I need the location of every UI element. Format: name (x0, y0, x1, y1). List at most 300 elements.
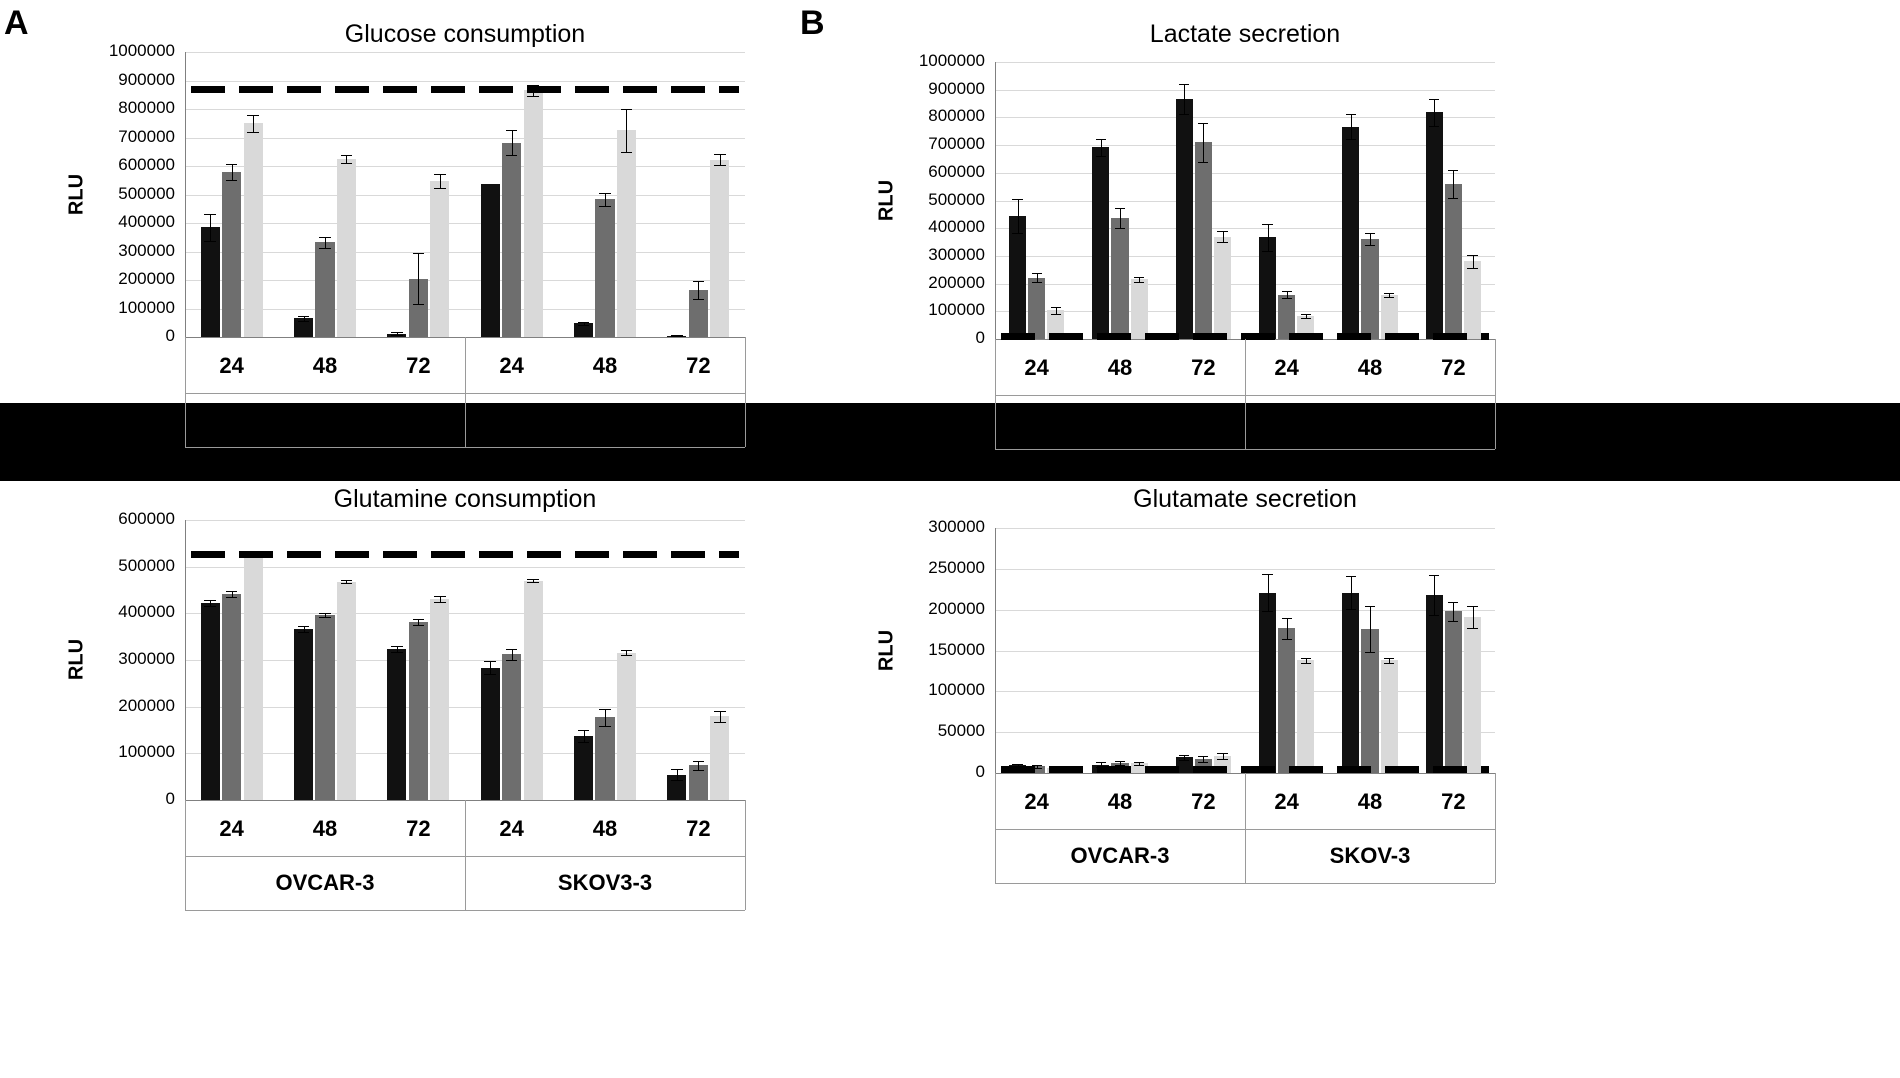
x-tick-label: 72 (406, 816, 431, 841)
error-cap-top (226, 591, 237, 592)
error-cap-top (1282, 291, 1292, 292)
error-cap-bottom (1467, 268, 1477, 269)
bar-glucose-g3-s0 (481, 184, 500, 337)
gridline (185, 195, 745, 196)
reference-dash-segment (719, 551, 739, 558)
reference-dash-segment (383, 86, 417, 93)
error-cap-bottom (413, 304, 424, 305)
error-cap-bottom (319, 617, 330, 618)
gridline (185, 660, 745, 661)
gridline (995, 610, 1495, 611)
x-tick-label: 24 (1024, 355, 1049, 380)
error-cap-bottom (599, 206, 610, 207)
bar-glutamine-g4-s0 (574, 736, 593, 800)
error-cap-bottom (1467, 628, 1477, 629)
error-cap-top (1179, 755, 1189, 756)
error-cap-top (1429, 99, 1439, 100)
reference-dash-segment (479, 86, 513, 93)
bar-lactate-g1-s1 (1111, 218, 1128, 339)
error-cap-top (1115, 761, 1125, 762)
bar-glutamine-g3-s0 (481, 668, 500, 800)
bar-glutamine-g2-s1 (409, 622, 428, 800)
bar-glutamine-g0-s1 (222, 594, 241, 800)
x-box-right (745, 800, 746, 910)
y-tick-label: 700000 (928, 134, 985, 154)
bar-lactate-g5-s0 (1426, 112, 1443, 339)
gridline (185, 138, 745, 139)
error-bar (677, 769, 678, 780)
error-bar (1351, 114, 1352, 139)
x-box-right (1495, 773, 1496, 883)
y-axis-label-glutamine: RLU (65, 638, 88, 681)
error-bar (605, 193, 606, 206)
error-cap-bottom (1198, 762, 1208, 763)
reference-dash-segment (1289, 333, 1323, 340)
bar-glutamate-g5-s0 (1426, 595, 1443, 773)
error-cap-top (1198, 756, 1208, 757)
bar-glutamine-g0-s2 (244, 554, 263, 800)
error-cap-bottom (527, 96, 538, 97)
x-tick-label: 24 (499, 816, 524, 841)
error-cap-bottom (1179, 760, 1189, 761)
gridline (185, 567, 745, 568)
error-bar (1287, 618, 1288, 639)
reference-dash-segment (527, 551, 561, 558)
bar-lactate-g2-s2 (1214, 237, 1231, 339)
bar-glucose-g3-s2 (524, 90, 543, 337)
reference-dash-segment (1337, 333, 1371, 340)
error-cap-bottom (578, 742, 589, 743)
reference-dash-segment (575, 551, 609, 558)
error-cap-top (1384, 658, 1394, 659)
chart-title-glutamine: Glutamine consumption (333, 485, 597, 513)
error-cap-bottom (341, 583, 352, 584)
y-tick-label: 250000 (928, 557, 985, 577)
error-bar (1370, 606, 1371, 652)
error-cap-top (413, 619, 424, 620)
x-tick-label: 72 (406, 353, 431, 378)
error-cap-top (578, 322, 589, 323)
bar-lactate-g4-s0 (1342, 127, 1359, 339)
gridline (995, 228, 1495, 229)
y-tick-label: 600000 (928, 161, 985, 181)
x-tick-label: 24 (219, 816, 244, 841)
y-tick-label: 600000 (118, 155, 175, 174)
error-cap-top (413, 253, 424, 254)
group-label-cell-line: SKOV3-3 (557, 870, 653, 895)
y-tick-label: 0 (165, 326, 175, 345)
error-cap-bottom (1134, 282, 1144, 283)
y-tick-label: 400000 (928, 217, 985, 237)
error-bar (512, 130, 513, 156)
group-label-cell-line: OVCAR-3 (275, 407, 375, 432)
y-tick-label: 100000 (928, 680, 985, 700)
gridline (185, 52, 745, 53)
bar-lactate-g2-s1 (1195, 142, 1212, 339)
error-cap-top (527, 579, 538, 580)
error-cap-bottom (391, 652, 402, 653)
error-bar (210, 214, 211, 241)
error-cap-bottom (714, 722, 725, 723)
gridline (995, 90, 1495, 91)
reference-dash-segment (671, 551, 705, 558)
error-cap-bottom (599, 726, 610, 727)
error-cap-bottom (226, 180, 237, 181)
error-cap-top (506, 649, 517, 650)
gridline (995, 256, 1495, 257)
x-tick-label: 24 (499, 353, 524, 378)
error-cap-top (204, 600, 215, 601)
reference-dash-segment (1001, 333, 1035, 340)
error-cap-top (319, 237, 330, 238)
error-cap-top (1179, 84, 1189, 85)
error-bar (584, 730, 585, 741)
reference-dash-segment (191, 551, 225, 558)
y-tick-label: 700000 (118, 126, 175, 146)
error-cap-top (1448, 602, 1458, 603)
group-label-cell-line: OVCAR-3 (1070, 843, 1170, 868)
error-cap-bottom (1301, 663, 1311, 664)
reference-dash-segment (623, 86, 657, 93)
bar-glucose-g1-s2 (337, 159, 356, 337)
gridline (995, 732, 1495, 733)
error-bar (1351, 576, 1352, 609)
y-tick-label: 100000 (118, 297, 175, 317)
y-tick-label: 100000 (118, 742, 175, 762)
y-tick-label: 500000 (118, 555, 175, 575)
reference-dash-segment (1145, 333, 1179, 340)
error-cap-top (1262, 224, 1272, 225)
error-bar (1203, 123, 1204, 162)
bar-glutamine-g3-s1 (502, 654, 521, 800)
bar-lactate-g1-s2 (1131, 279, 1148, 339)
bar-glutamine-g1-s2 (337, 582, 356, 800)
error-cap-bottom (506, 660, 517, 661)
gridline (995, 311, 1495, 312)
error-bar (698, 281, 699, 298)
x-tick-label: 72 (686, 353, 711, 378)
y-axis-line (995, 62, 996, 339)
error-bar (1223, 231, 1224, 242)
error-cap-bottom (1346, 609, 1356, 610)
error-bar (1268, 224, 1269, 251)
gridline (185, 252, 745, 253)
gridline (185, 520, 745, 521)
y-tick-label: 800000 (928, 106, 985, 126)
gridline (185, 223, 745, 224)
error-cap-top (1096, 139, 1106, 140)
reference-dash-segment (1481, 766, 1489, 773)
error-cap-bottom (1134, 765, 1144, 766)
error-cap-bottom (1262, 611, 1272, 612)
y-tick-label: 400000 (118, 212, 175, 231)
reference-dash-segment (335, 86, 369, 93)
error-cap-top (1282, 618, 1292, 619)
error-cap-top (1198, 123, 1208, 124)
error-cap-bottom (1429, 126, 1439, 127)
gridline (185, 707, 745, 708)
error-cap-top (1262, 574, 1272, 575)
error-cap-bottom (1429, 615, 1439, 616)
y-tick-label: 900000 (118, 69, 175, 89)
error-cap-top (599, 193, 610, 194)
bar-glutamate-g4-s2 (1381, 660, 1398, 773)
error-cap-bottom (1282, 639, 1292, 640)
reference-dash-segment (287, 551, 321, 558)
reference-dash-segment (1097, 766, 1131, 773)
error-cap-top (693, 761, 704, 762)
y-tick-label: 300000 (928, 244, 985, 264)
error-cap-top (599, 709, 610, 710)
chart-title-glutamate: Glutamate secretion (1133, 485, 1357, 513)
error-cap-top (341, 155, 352, 156)
error-bar (626, 109, 627, 152)
reference-dash-segment (1049, 766, 1083, 773)
error-cap-bottom (247, 132, 258, 133)
error-cap-bottom (621, 152, 632, 153)
x-box-bottom (995, 449, 1495, 450)
error-bar (418, 253, 419, 303)
gridline (995, 528, 1495, 529)
reference-dash-segment (479, 551, 513, 558)
error-cap-bottom (527, 582, 538, 583)
error-cap-bottom (204, 241, 215, 242)
x-tick-label: 24 (219, 353, 244, 378)
reference-dash-segment (1049, 333, 1083, 340)
error-cap-bottom (434, 188, 445, 189)
error-bar (1018, 199, 1019, 233)
x-tick-label: 48 (312, 816, 338, 841)
error-cap-top (714, 711, 725, 712)
x-box-bottom (185, 447, 745, 448)
y-tick-label: 300000 (118, 649, 175, 668)
error-cap-bottom (1032, 282, 1042, 283)
error-cap-bottom (1217, 242, 1227, 243)
reference-dash-segment (671, 86, 705, 93)
y-tick-label: 900000 (928, 78, 985, 98)
error-bar (1473, 255, 1474, 269)
bar-glutamine-g4-s1 (595, 717, 614, 800)
gridline (185, 613, 745, 614)
x-tick-label: 72 (1441, 355, 1466, 380)
bar-lactate-g4-s1 (1361, 239, 1378, 339)
reference-dash-segment (1433, 333, 1467, 340)
error-cap-top (1346, 576, 1356, 577)
y-tick-label: 600000 (118, 509, 175, 528)
y-tick-label: 150000 (928, 639, 985, 659)
error-cap-top (1346, 114, 1356, 115)
reference-dash-segment (287, 86, 321, 93)
error-cap-bottom (1448, 621, 1458, 622)
reference-dash-segment (239, 551, 273, 558)
group-label-cell-line: SKOV3-3 (1322, 409, 1418, 434)
error-cap-top (1365, 606, 1375, 607)
y-axis-label-glutamate: RLU (875, 629, 898, 671)
gridline (995, 284, 1495, 285)
y-tick-label: 800000 (118, 98, 175, 117)
bar-glutamate-g5-s1 (1445, 611, 1462, 773)
error-cap-bottom (319, 248, 330, 249)
error-cap-bottom (1301, 318, 1311, 319)
error-cap-bottom (621, 655, 632, 656)
chart-title-glucose: Glucose consumption (344, 20, 586, 48)
error-cap-bottom (1217, 759, 1227, 760)
y-tick-label: 50000 (937, 721, 985, 741)
reference-dash-segment (719, 86, 739, 93)
bar-glutamine-g0-s0 (201, 603, 220, 800)
error-cap-top (319, 613, 330, 614)
error-cap-top (298, 316, 309, 317)
bar-lactate-g5-s1 (1445, 184, 1462, 339)
error-cap-top (226, 164, 237, 165)
gridline (995, 569, 1495, 570)
error-cap-top (1134, 277, 1144, 278)
error-cap-bottom (506, 155, 517, 156)
bar-lactate-g0-s1 (1028, 278, 1045, 339)
gridline (995, 117, 1495, 118)
error-cap-top (1467, 606, 1477, 607)
error-cap-top (693, 281, 704, 282)
bar-glucose-g1-s1 (315, 242, 334, 337)
bar-glucose-g4-s1 (595, 199, 614, 337)
error-cap-bottom (391, 335, 402, 336)
error-cap-bottom (1051, 314, 1061, 315)
y-tick-label: 100000 (928, 300, 985, 320)
reference-dash-segment (431, 551, 465, 558)
bar-glutamate-g3-s1 (1278, 628, 1295, 773)
error-cap-top (506, 130, 517, 131)
y-tick-label: 500000 (118, 183, 175, 203)
error-cap-bottom (298, 632, 309, 633)
error-cap-top (1032, 273, 1042, 274)
error-cap-top (1115, 208, 1125, 209)
error-cap-bottom (226, 597, 237, 598)
bar-glutamate-g3-s2 (1297, 660, 1314, 773)
y-tick-label: 1000000 (918, 51, 985, 70)
reference-dash-segment (239, 86, 273, 93)
bar-glutamine-g1-s0 (294, 629, 313, 800)
y-axis-line (185, 520, 186, 800)
group-label-cell-line: SKOV-3 (564, 407, 646, 432)
x-box-inner-divider (185, 856, 745, 857)
error-cap-top (1051, 307, 1061, 308)
error-cap-top (621, 109, 632, 110)
error-cap-bottom (1096, 156, 1106, 157)
y-tick-label: 0 (165, 789, 175, 808)
error-cap-bottom (1282, 298, 1292, 299)
x-tick-label: 48 (1357, 355, 1383, 380)
error-bar (1473, 606, 1474, 629)
gridline (995, 651, 1495, 652)
error-cap-top (1134, 762, 1144, 763)
y-axis-label-glucose: RLU (65, 173, 88, 215)
error-cap-top (671, 769, 682, 770)
gridline (995, 201, 1495, 202)
gridline (995, 691, 1495, 692)
x-tick-label: 48 (592, 816, 618, 841)
error-cap-top (298, 626, 309, 627)
error-cap-bottom (693, 299, 704, 300)
error-cap-bottom (671, 336, 682, 337)
reference-dash-segment (1241, 333, 1275, 340)
error-cap-bottom (1012, 233, 1022, 234)
x-box-right (745, 337, 746, 447)
error-cap-bottom (413, 625, 424, 626)
y-tick-label: 300000 (118, 240, 175, 260)
error-cap-bottom (578, 325, 589, 326)
reference-dash-segment (191, 86, 225, 93)
error-cap-bottom (434, 602, 445, 603)
y-tick-label: 200000 (118, 695, 175, 715)
bar-lactate-g5-s2 (1464, 261, 1481, 339)
reference-dash-segment (1145, 766, 1179, 773)
reference-dash-segment (1433, 766, 1467, 773)
reference-dash-segment (1097, 333, 1131, 340)
group-label-cell-line: SKOV-3 (1329, 843, 1411, 868)
error-cap-bottom (714, 165, 725, 166)
error-bar (490, 661, 491, 674)
x-tick-label: 48 (592, 353, 618, 378)
error-cap-top (1217, 231, 1227, 232)
reference-dash-segment (1289, 766, 1323, 773)
error-bar (698, 761, 699, 769)
x-tick-label: 72 (1441, 789, 1466, 814)
error-cap-top (341, 580, 352, 581)
gridline (185, 109, 745, 110)
reference-dash-segment (1001, 766, 1035, 773)
reference-dash-segment (575, 86, 609, 93)
bar-glutamate-g4-s0 (1342, 593, 1359, 773)
y-tick-label: 0 (975, 328, 985, 347)
gridline (995, 145, 1495, 146)
bar-glutamine-g2-s0 (387, 649, 406, 800)
error-cap-top (484, 661, 495, 662)
group-label-cell-line: OVCAR-3 (275, 870, 375, 895)
error-cap-top (1012, 199, 1022, 200)
bar-lactate-g0-s0 (1009, 216, 1026, 339)
x-box-bottom (185, 910, 745, 911)
error-cap-bottom (341, 163, 352, 164)
reference-dash-segment (1337, 766, 1371, 773)
error-cap-bottom (204, 606, 215, 607)
error-bar (1370, 233, 1371, 244)
error-bar (232, 164, 233, 180)
error-cap-bottom (298, 321, 309, 322)
error-bar (1184, 84, 1185, 114)
error-bar (440, 174, 441, 188)
error-bar (512, 649, 513, 659)
reference-dash-segment (623, 551, 657, 558)
x-tick-label: 48 (312, 353, 338, 378)
error-cap-top (1096, 762, 1106, 763)
error-cap-top (434, 596, 445, 597)
x-box-bottom (995, 883, 1495, 884)
error-bar (1120, 208, 1121, 227)
error-cap-top (1448, 170, 1458, 171)
error-cap-bottom (671, 780, 682, 781)
gridline (185, 753, 745, 754)
error-cap-bottom (1384, 663, 1394, 664)
bar-glucose-g4-s2 (617, 130, 636, 337)
x-tick-label: 72 (686, 816, 711, 841)
group-label-cell-line: OVCAR-3 (1070, 409, 1170, 434)
error-bar (1453, 170, 1454, 198)
error-cap-top (1365, 233, 1375, 234)
reference-dash-segment (431, 86, 465, 93)
y-tick-label: 200000 (928, 272, 985, 292)
error-cap-top (1467, 255, 1477, 256)
reference-dash-segment (1385, 766, 1419, 773)
